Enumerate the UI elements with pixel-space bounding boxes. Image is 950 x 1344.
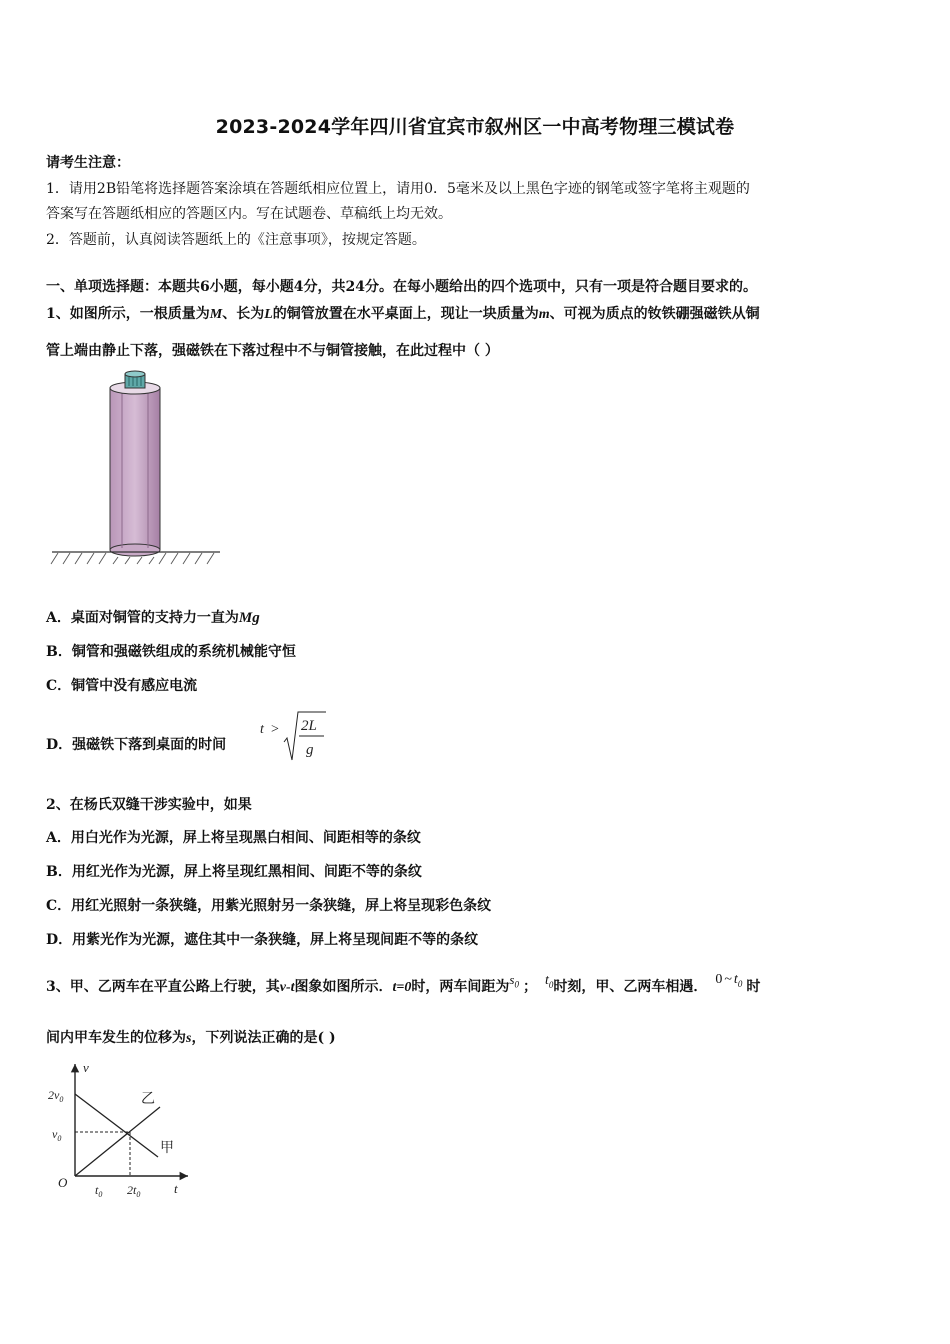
y-tick-v0: $v_0$ (52, 1127, 62, 1143)
q1-option-b-text: 铜管和强磁铁组成的系统机械能守恒 (71, 644, 296, 660)
notice-heading: 请考生注意： (46, 155, 130, 171)
q1-option-a-text: 桌面对铜管的支持力一直为 (70, 610, 239, 626)
y-tick-2v0: $2v_0$ (48, 1088, 64, 1104)
formula-denominator: g (306, 742, 314, 758)
q1-length-L: L (264, 307, 273, 322)
q2-option-c-text: 用红光照射一条狭缝，用紫光照射另一条狭缝，屏上将呈现彩色条纹 (71, 898, 492, 914)
q2-option-c[interactable] (46, 895, 491, 915)
q3-stem-line1 (46, 972, 761, 997)
q3-text-f: 时 (746, 979, 761, 995)
yi-line (75, 1107, 160, 1176)
q3-text-e: 时刻，甲、乙两车相遇． (553, 979, 708, 995)
page-title: 2023-2024学年四川省宜宾市叙州区一中高考物理三模试卷 (215, 116, 735, 138)
t-axis-label: t (174, 1181, 178, 1196)
q1-mass-m: m (538, 307, 550, 322)
q3-text-a: 3、甲、乙两车在平直公路上行驶，其 (46, 979, 280, 995)
q1-option-a-label: A． (46, 610, 71, 626)
q1-text-a: 1、如图所示，一根质量为 (46, 306, 210, 322)
q2-option-d[interactable] (46, 929, 478, 949)
q3-line2-b: ，下列说法正确的是( ) (191, 1030, 336, 1046)
notice-line-2: 2．答题前，认真阅读答题纸上的《注意事项》，按规定答题。 (46, 232, 426, 248)
q1-option-a[interactable] (46, 607, 260, 627)
q3-range: 0 ~ $t_0$ (715, 972, 743, 989)
q2-option-b-label: B． (46, 864, 72, 880)
v-axis-label: v (83, 1060, 89, 1075)
formula-t: t (260, 722, 264, 737)
notice-line-1b: 答案写在答题纸相应的答题区内。写在试题卷、草稿纸上均无效。 (46, 206, 452, 222)
q3-s0: $s_0$ (509, 972, 519, 990)
notice-line-1a: 1．请用2B铅笔将选择题答案涂填在答题纸相应位置上，请用0．5毫米及以上黑色字迹的钢笔或签字笔将主观题的 (46, 181, 750, 197)
q1-option-d-label: D． (46, 737, 73, 753)
tube-bottom (110, 544, 160, 556)
q1-stem-line1 (46, 303, 760, 323)
q1-option-d-text: 强磁铁下落到桌面的时间 (72, 737, 227, 753)
q3-text-c: 时，两车间距为 (411, 979, 510, 995)
q2-option-b-text: 用红光作为光源，屏上将呈现红黑相间、间距不等的条纹 (71, 864, 422, 880)
q1-text-c: 的铜管放置在水平桌面上，现让一块质量为 (272, 306, 539, 322)
q3-line2-s: s (186, 1031, 192, 1046)
q3-text-d: ； (522, 979, 537, 995)
q3-t-eq-0: t=0 (392, 980, 412, 995)
q2-option-a[interactable] (46, 827, 421, 847)
yi-label: 乙 (141, 1092, 155, 1107)
q3-stem-line2 (46, 1027, 336, 1047)
q3-text-b: 图象如图所示． (294, 979, 393, 995)
q3-vt: v-t (279, 980, 295, 995)
q3-t0: $t_0$ (544, 973, 554, 990)
q1-option-c-text: 铜管中没有感应电流 (71, 678, 198, 694)
q1-option-d[interactable] (46, 734, 226, 754)
q3-line2-a: 间内甲车发生的位移为 (46, 1030, 186, 1046)
q2-option-d-text: 用紫光作为光源，遮住其中一条狭缝，屏上将呈现间距不等的条纹 (72, 932, 479, 948)
section-heading: 一、单项选择题：本题共6小题，每小题4分，共24分。在每小题给出的四个选项中，只有一项是符合题目要求的。 (46, 279, 757, 295)
q1-option-c-label: C． (46, 678, 72, 694)
q1-option-b[interactable] (46, 641, 296, 661)
q1-stem-line2: 管上端由静止下落，强磁铁在下落过程中不与铜管接触，在此过程中（ ） (46, 343, 499, 359)
q2-option-b[interactable] (46, 861, 422, 881)
copper-tube-figure (48, 368, 228, 573)
q1-text-d: 、可视为质点的钕铁硼强磁铁从铜 (549, 306, 760, 322)
vt-graph (40, 1058, 200, 1200)
q1-mass-M: M (209, 307, 223, 322)
q1-text-b: 、长为 (222, 306, 265, 322)
jia-label: 甲 (160, 1141, 174, 1156)
q2-option-c-label: C． (46, 898, 72, 914)
q1-option-d-formula (258, 708, 330, 764)
tube-body (110, 388, 160, 550)
formula-gt: > (271, 722, 279, 737)
q1-option-c[interactable] (46, 675, 197, 695)
q1-option-b-label: B． (46, 644, 72, 660)
formula-numerator: 2L (301, 718, 317, 734)
q2-option-a-text: 用白光作为光源，屏上将呈现黑白相间、间距相等的条纹 (70, 830, 421, 846)
x-tick-2t0: $2t_0$ (127, 1183, 141, 1199)
origin-label: O (58, 1175, 68, 1190)
x-tick-t0: $t_0$ (95, 1183, 103, 1199)
q1-option-a-math: Mg (238, 610, 260, 626)
q2-option-d-label: D． (46, 932, 73, 948)
q2-stem: 2、在杨氏双缝干涉实验中，如果 (46, 797, 252, 813)
q2-option-a-label: A． (46, 830, 71, 846)
